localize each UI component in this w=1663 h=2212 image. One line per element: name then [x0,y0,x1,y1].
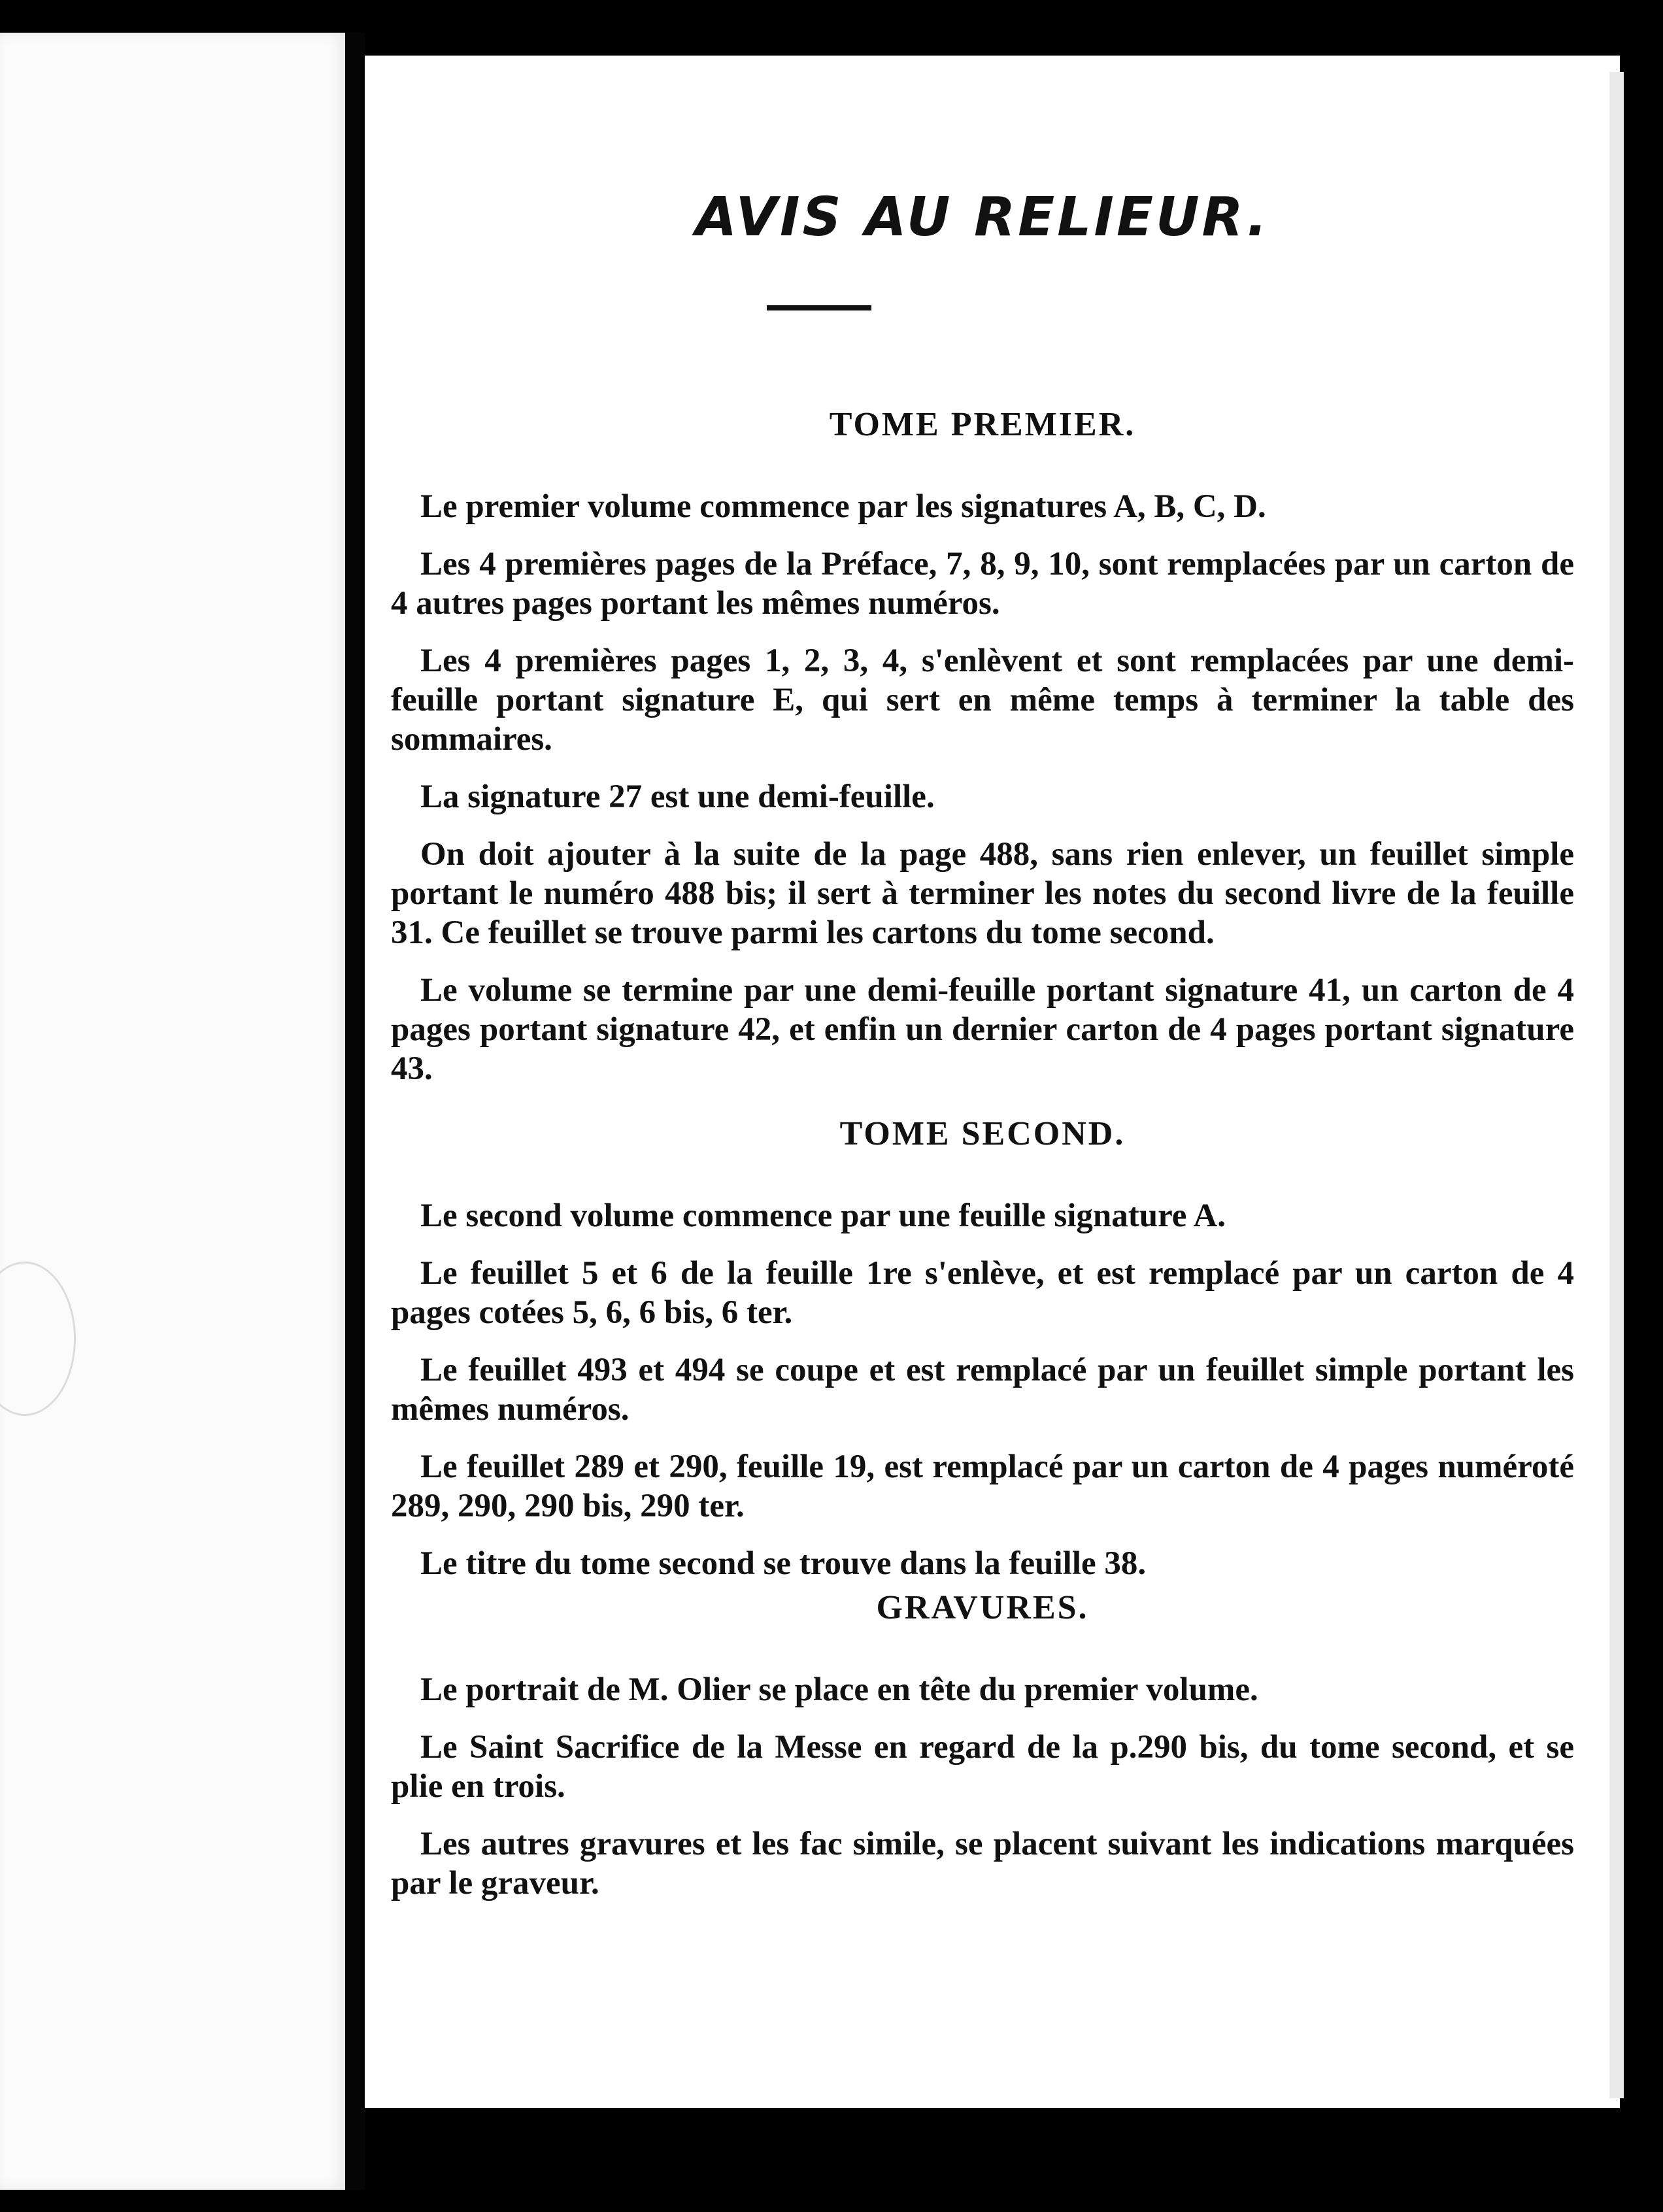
paragraph: Le feuillet 5 et 6 de la feuille 1re s'enlève, et est remplacé par un carton de 4 pages cotées 5, 6, 6 bis, 6 ter. [391,1255,1574,1331]
section-body-gravures [391,1670,1574,1921]
paragraph: Le second volume commence par une feuille signature A. [420,1198,1226,1234]
page-edge [1609,72,1624,2098]
section-heading-tome-second: TOME SECOND. [839,1115,1126,1152]
book-gutter [345,33,365,2190]
paragraph: Le feuillet 289 et 290, feuille 19, est remplacé par un carton de 4 pages numéroté 289, 290, 290 bis, 290 ter. [391,1449,1574,1524]
section-heading-tome-premier: TOME PREMIER. [829,406,1136,443]
paragraph: Le feuillet 493 et 494 se coupe et est remplacé par un feuillet simple portant les mêmes numéros. [391,1352,1574,1428]
paragraph: Les autres gravures et les fac simile, se placent suivant les indications marquées par le graveur. [391,1826,1574,1902]
section-heading-gravures: GRAVURES. [876,1589,1089,1626]
paragraph: Le titre du tome second se trouve dans la feuille 38. [420,1545,1147,1582]
paragraph: Le premier volume commence par les signatures A, B, C, D. [420,488,1266,525]
paragraph: Le portrait de M. Olier se place en tête du premier volume. [420,1671,1258,1708]
section-body-tome-premier [391,487,1574,1107]
section-body-tome-second [391,1196,1574,1601]
left-page-faded [0,33,345,2190]
paragraph: La signature 27 est une demi-feuille. [420,779,935,815]
paragraph: Le volume se termine par une demi-feuille portant signature 41, un carton de 4 pages portant signature 42, et enfin un dernier carton de 4 pages portant signature 43. [391,972,1574,1087]
faded-stamp-mark [0,1262,76,1416]
paragraph: On doit ajouter à la suite de la page 488, sans rien enlever, un feuillet simple portant le numéro 488 bis; il sert à terminer les notes du second livre de la feuille 31. Ce feuillet se trouve parmi les cartons du tome second. [391,836,1574,951]
page-title: AVIS AU RELIEUR. [695,186,1270,248]
title-rule [767,305,871,310]
paragraph: Les 4 premières pages 1, 2, 3, 4, s'enlèvent et sont remplacées par une demi-feuille portant signature E, qui sert en même temps à terminer la table des sommaires. [391,643,1574,758]
paragraph: Les 4 premières pages de la Préface, 7, 8, 9, 10, sont remplacées par un carton de 4 autres pages portant les mêmes numéros. [391,546,1574,622]
paragraph: Le Saint Sacrifice de la Messe en regard de la p.290 bis, du tome second, et se plie en trois. [391,1729,1574,1805]
right-page [365,56,1620,2108]
